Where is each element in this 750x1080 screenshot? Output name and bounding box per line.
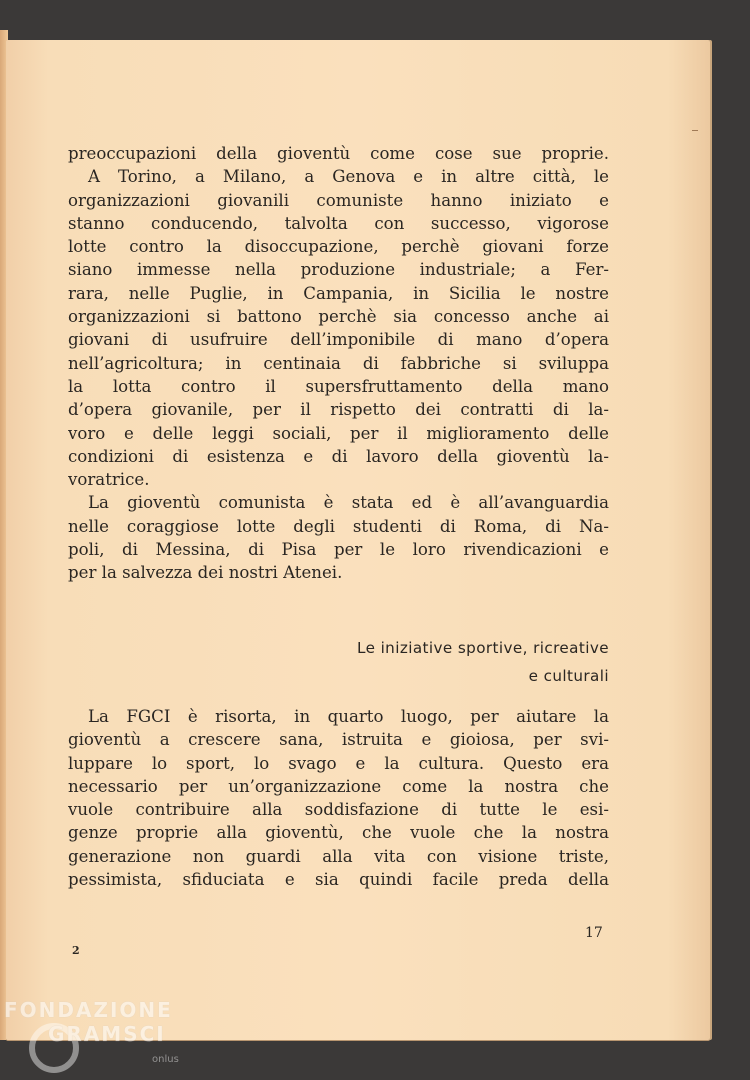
text-line: d’opera giovanile, per il rispetto dei contratti di la-: [68, 400, 609, 420]
text-line: condizioni di esistenza e di lavoro della gioventù la-: [68, 446, 609, 466]
text-line: la lotta contro il supersfruttamento della mano: [68, 376, 609, 396]
text-line: giovani di usufruire dell’imponibile di mano d’opera: [68, 330, 609, 350]
text-line: La gioventù comunista è stata ed è all’avanguardia: [88, 493, 609, 513]
signature-mark: 2: [72, 944, 80, 957]
text-line: vuole contribuire alla soddisfazione di tutte le esi-: [68, 800, 609, 820]
text-line: per la salvezza dei nostri Atenei.: [68, 563, 343, 583]
text-line: stanno conducendo, talvolta con successo, vigorose: [68, 213, 609, 233]
section-heading-line-2: e culturali: [528, 667, 609, 685]
paragraph-2: [68, 705, 609, 891]
text-line: pessimista, sfiduciata e sia quindi facile preda della: [68, 870, 609, 890]
text-line: gioventù a crescere sana, istruita e gioiosa, per svi-: [68, 730, 609, 750]
text-line: genze proprie alla gioventù, che vuole che la nostra: [68, 823, 609, 843]
text-line: generazione non guardi alla vita con visione triste,: [68, 846, 609, 866]
page-number: 17: [585, 925, 603, 941]
section-heading: [250, 634, 609, 690]
text-line: organizzazioni giovanili comuniste hanno iniziato e: [68, 190, 609, 210]
text-line: voro e delle leggi sociali, per il miglioramento delle: [68, 423, 609, 443]
text-line: necessario per un’organizzazione come la nostra che: [68, 776, 609, 796]
text-line: siano immesse nella produzione industriale; a Fer-: [68, 260, 609, 280]
watermark-subtext: onlus: [152, 1054, 179, 1065]
text-line: preoccupazioni della gioventù come cose sue proprie.: [68, 144, 609, 163]
text-line: nell’agricoltura; in centinaia di fabbriche si sviluppa: [68, 353, 609, 373]
watermark-logo: [4, 998, 204, 1078]
text-line: La FGCI è risorta, in quarto luogo, per aiutare la: [88, 707, 609, 726]
margin-mark: [692, 130, 698, 131]
text-line: voratrice.: [68, 470, 150, 490]
text-line: A Torino, a Milano, a Genova e in altre città, le: [88, 167, 609, 187]
text-line: organizzazioni si battono perchè sia concesso anche ai: [68, 307, 609, 327]
text-line: nelle coraggiose lotte degli studenti di Roma, di Na-: [68, 516, 609, 536]
watermark-text-2: GRAMSCI: [48, 1022, 166, 1046]
watermark-text-1: FONDAZIONE: [4, 998, 173, 1022]
text-line: poli, di Messina, di Pisa per le loro rivendicazioni e: [68, 540, 609, 560]
text-line: lotte contro la disoccupazione, perchè giovani forze: [68, 237, 609, 257]
paragraph-1: [68, 142, 609, 585]
text-line: luppare lo sport, lo svago e la cultura. Questo era: [68, 753, 609, 773]
section-heading-line-1: Le iniziative sportive, ricreative: [357, 639, 609, 657]
text-line: rara, nelle Puglie, in Campania, in Sicilia le nostre: [68, 283, 609, 303]
